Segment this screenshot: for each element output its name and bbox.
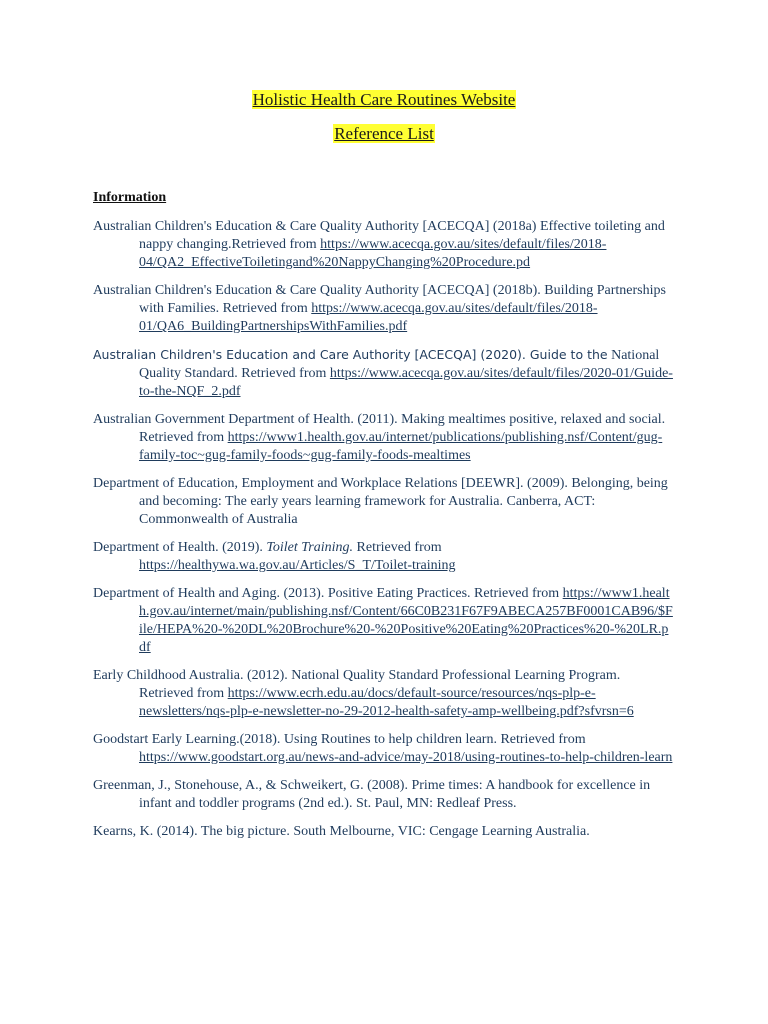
- reference-item: Department of Education, Employment and Workplace Relations [DEEWR]. (2009). Belonging, being and becoming: The early years learning framework for Australia. Canberra, ACT: Commonwealth of Australia: [93, 476, 668, 527]
- reference-item: Kearns, K. (2014). The big picture. South Melbourne, VIC: Cengage Learning Australia.: [93, 824, 590, 839]
- section-heading-information: Information: [93, 190, 167, 205]
- reference-item: Australian Children's Education & Care Quality Authority [ACECQA] (2018a) Effective toileting and nappy changing.Retrieved from https://www.acecqa.gov.au/sites/default/files/2018-04/QA2_EffectiveToiletingand%20NappyChanging%20Procedure.pd: [93, 219, 665, 270]
- reference-list: [93, 218, 673, 851]
- reference-link[interactable]: https://www.acecqa.gov.au/sites/default/files/2020-01/Guide-to-the-NQF_2.pdf: [139, 366, 673, 399]
- reference-item: Goodstart Early Learning.(2018). Using Routines to help children learn. Retrieved from https://www.goodstart.org.au/news-and-advice/may-2018/using-routines-to-help-children-learn: [93, 732, 673, 765]
- reference-link[interactable]: https://www.acecqa.gov.au/sites/default/files/2018-01/QA6_BuildingPartnershipsWithFamilies.pdf: [139, 301, 598, 334]
- document-subtitle: Reference List: [334, 124, 434, 143]
- reference-item: Early Childhood Australia. (2012). National Quality Standard Professional Learning Program. Retrieved from https://www.ecrh.edu.au/docs/default-source/resources/nqs-plp-e-newsletters/nqs-plp-e-newsletter-no-29-2012-health-safety-amp-wellbeing.pdf?sfvrsn=6: [93, 668, 634, 719]
- document-title: Holistic Health Care Routines Website: [252, 90, 516, 109]
- reference-link[interactable]: https://www1.health.gov.au/internet/publications/publishing.nsf/Content/gug-family-toc~gug-family-foods~gug-family-foods-mealtimes: [139, 430, 663, 463]
- reference-item: Australian Government Department of Health. (2011). Making mealtimes positive, relaxed and social. Retrieved from https://www1.health.gov.au/internet/publications/publishing.nsf/Content/gug-family-toc~gug-family-foods~gug-family-foods-mealtimes: [93, 412, 666, 463]
- reference-item: Australian Children's Education and Care Authority [ACECQA] (2020). Guide to the National Quality Standard. Retrieved from https://www.acecqa.gov.au/sites/default/files/2020-01/Guide-to-the-NQF_2.pdf: [93, 347, 673, 399]
- reference-item: Department of Health and Aging. (2013). Positive Eating Practices. Retrieved from https://www1.health.gov.au/internet/main/publishing.nsf/Content/66C0B231F67F9ABECA257BF0001CAB96/$File/HEPA%20-%20DL%20Brochure%20-%20Positive%20Eating%20Practices%20-%20LR.pdf: [93, 586, 673, 655]
- reference-link[interactable]: https://www.acecqa.gov.au/sites/default/files/2018-04/QA2_EffectiveToiletingand%20NappyChanging%20Procedure.pd: [139, 237, 607, 270]
- reference-link[interactable]: https://www.goodstart.org.au/news-and-advice/may-2018/using-routines-to-help-children-learn: [139, 750, 673, 765]
- reference-link[interactable]: https://healthywa.wa.gov.au/Articles/S_T/Toilet-training: [139, 558, 456, 573]
- reference-link[interactable]: https://www.ecrh.edu.au/docs/default-source/resources/nqs-plp-e-newsletters/nqs-plp-e-newsletter-no-29-2012-health-safety-amp-wellbeing.pdf?sfvrsn=6: [139, 686, 634, 719]
- reference-item: Greenman, J., Stonehouse, A., & Schweikert, G. (2008). Prime times: A handbook for excellence in infant and toddler programs (2nd ed.). St. Paul, MN: Redleaf Press.: [93, 778, 651, 811]
- reference-item: Department of Health. (2019). Toilet Training. Retrieved from https://healthywa.wa.gov.au/Articles/S_T/Toilet-training: [93, 540, 456, 573]
- reference-item: Australian Children's Education & Care Quality Authority [ACECQA] (2018b). Building Partnerships with Families. Retrieved from https://www.acecqa.gov.au/sites/default/files/2018-01/QA6_BuildingPartnershipsWithFamilies.pdf: [93, 283, 666, 334]
- reference-link[interactable]: https://www1.health.gov.au/internet/main/publishing.nsf/Content/66C0B231F67F9ABECA257BF0001CAB96/$File/HEPA%20-%20DL%20Brochure%20-%20Positive%20Eating%20Practices%20-%20LR.pdf: [139, 586, 673, 655]
